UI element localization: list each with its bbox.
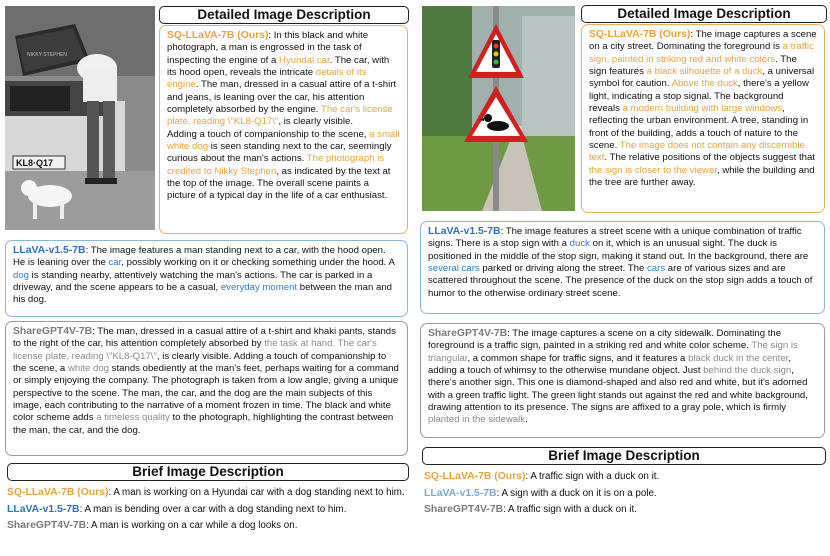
text-segment: on it, which is an unusual sight. The duck is positioned in the middle of the stop sign, making it stand out. In the background, there are (428, 238, 809, 262)
highlighted-phrase: The car's license plate, reading \"KL8-Q17\" (167, 104, 393, 128)
right-llava-box (420, 221, 825, 314)
model-label: LLaVA-v1.5-7B (7, 503, 80, 515)
response-text (589, 29, 817, 188)
model-label: ShareGPT4V-7B (7, 520, 87, 532)
highlighted-phrase: several cars (428, 263, 480, 275)
text-segment: : The image captures a scene on a city street. Dominating the foreground is (589, 29, 817, 53)
model-label: SQ-LLaVA-7B (Ours) (167, 30, 269, 41)
model-label: SQ-LLaVA-7B (Ours) (589, 29, 691, 40)
left-sq-llava-box (159, 25, 408, 234)
highlighted-phrase: white dog (67, 363, 110, 375)
text-segment: between the man and his dog. (13, 282, 393, 306)
highlighted-phrase: a timeless quality (96, 412, 170, 424)
brief-text: : A man is working on a Hyundai car with a dog standing next to him. (108, 487, 405, 498)
left-brief-list (7, 487, 407, 537)
highlighted-phrase: the task at hand. The car's license plate, reading \"KL8-Q17\" (13, 338, 377, 362)
highlighted-phrase: black duck in the center (688, 352, 789, 364)
text-segment: , possibly working on it or checking something under the hood. A (121, 257, 395, 269)
license-plate: KL8·Q17 (16, 158, 54, 168)
text-segment: . The sign features (589, 53, 797, 78)
text-segment: , a common shape for traffic signs, and it features a (467, 352, 689, 364)
model-label: SQ-LLaVA-7B (Ours) (424, 471, 526, 482)
left-sharegpt-box (5, 321, 408, 456)
model-label: ShareGPT4V-7B (428, 328, 508, 339)
highlighted-phrase: details of its engine (167, 67, 367, 91)
text-segment: : The image features a street scene with a unique combination of traffic signs. There is a stop sign with a (428, 226, 802, 250)
text-segment: . The car, with its hood open, reveals the intricate (167, 54, 390, 79)
response-text (167, 30, 400, 201)
highlighted-phrase: planted in the sidewalk (428, 414, 526, 426)
brief-text: : A traffic sign with a duck on it. (525, 471, 660, 482)
text-segment: Adding a touch of companionship to the scene, (167, 128, 370, 140)
response-text (428, 328, 808, 425)
text-segment: is seen standing next to the car, seemingly curious about the man's actions. (167, 141, 392, 165)
text-segment: , there's a yellow light, indicating a stop signal. The background reveals (589, 78, 809, 115)
text-segment: parked or driving along the street. The (479, 263, 647, 275)
highlighted-phrase: cars (647, 263, 666, 275)
brief-item (7, 504, 407, 517)
text-segment: , as indicated by the text at the top of the image. The overall scene paints a picture of a typical day in the life of a car enthusiast. (167, 165, 391, 202)
model-label: ShareGPT4V-7B (424, 504, 504, 516)
highlighted-phrase: dog (13, 269, 30, 281)
brief-text: : A man is working on a car while a dog looks on. (86, 520, 298, 532)
text-segment: stands obediently at the man's feet, perhaps waiting for a command or simply enjoying the company. The photograph is taken from a low angle, giving a unique perspective to the scene. The man, the car, and the dog are the main subjects of this image, each contributing to the narrative of a moment frozen in time. The black and white color scheme adds (13, 363, 399, 424)
highlighted-phrase: a black silhouette of a duck (646, 66, 763, 78)
highlighted-phrase: everyday moment (220, 282, 298, 294)
brief-text: : A traffic sign with a duck on it. (503, 504, 637, 516)
text-segment: , reflecting the urban environment. A tree, standing in front of the building, adds a touch of nature to the scene. (589, 103, 809, 152)
highlighted-phrase: behind the duck sign (703, 365, 792, 377)
right-brief-title: Brief Image Description (422, 447, 826, 465)
highlighted-phrase: duck (569, 238, 590, 250)
right-brief-list (424, 471, 824, 521)
highlighted-phrase: car (108, 257, 122, 269)
highlighted-phrase: Hyundai car (279, 54, 330, 66)
right-photo (422, 6, 575, 211)
brief-item (424, 488, 824, 501)
highlighted-phrase: The sign is triangular (428, 340, 798, 364)
brief-item (424, 504, 824, 517)
model-label: SQ-LLaVA-7B (Ours) (7, 487, 109, 498)
model-label: LLaVA-v1.5-7B (428, 226, 501, 237)
left-brief-title: Brief Image Description (7, 463, 409, 481)
text-segment: , there's another sign. This one is diamond-shaped and also red and white, but it's adorned with a green traffic light. The green light stands out against the red and white background, drawing attention to its presence. The signs are affixed to a gray pole, which is firmly (428, 365, 808, 414)
text-segment: to the photograph, highlighting the contrast between the man, the car, and the dog. (13, 412, 394, 436)
highlighted-phrase: a traffic sign, painted in striking red and white colors (589, 41, 814, 65)
text-segment: , is clearly visible. (278, 116, 353, 128)
highlighted-phrase: the sign is closer to the viewer (589, 164, 717, 176)
brief-item (424, 471, 824, 484)
text-segment: , a universal symbol for caution. (589, 66, 815, 90)
highlighted-phrase: a small white dog (167, 128, 400, 153)
highlighted-phrase: The image does not contain any discernible text (589, 140, 805, 164)
text-segment: , adding a touch of whimsy to the otherwise mundane object. Just (428, 352, 791, 377)
text-segment: : In this black and white photograph, a man is engrossed in the task of inspecting the engine of a (167, 30, 369, 66)
highlighted-phrase: a modern building with large windows (622, 103, 783, 115)
car-label: NIKKY STEPHEN (27, 52, 67, 58)
model-label: LLaVA-v1.5-7B (13, 245, 86, 256)
text-segment: , is clearly visible. Adding a touch of companionship to the scene, a (13, 350, 387, 375)
text-segment: : The man, dressed in a casual attire of a t-shirt and khaki pants, stands to the right of the car, his attention completely absorbed by (13, 326, 396, 350)
brief-text: : A sign with a duck on it is on a pole. (496, 487, 657, 499)
highlighted-phrase: The photograph is credited to Nikky Stephen (167, 153, 385, 177)
model-label: LLaVA-v1.5-7B (424, 487, 497, 499)
text-segment: is standing nearby, attentively watching the man's actions. The car is parked in a driveway, and the scene appears to be a casual, (13, 269, 373, 294)
left-llava-box (5, 240, 408, 317)
text-segment: : The image captures a scene on a city sidewalk. Dominating the foreground is a traffic sign, painted in a striking red and white color scheme. (428, 328, 782, 352)
model-label: ShareGPT4V-7B (13, 326, 93, 337)
brief-item (7, 487, 407, 500)
highlighted-phrase: Above the duck (671, 78, 738, 90)
left-photo (5, 6, 155, 230)
brief-text: : A man is bending over a car with a dog standing next to him. (79, 503, 347, 515)
text-segment: , while the building and the tree are further away. (589, 164, 815, 189)
text-segment: are of various sizes and are scattered throughout the scene. The presence of the duck on the stop sign adds a touch of humor to the otherwise ordinary street scene. (428, 263, 813, 299)
text-segment: . The relative positions of the objects suggest that (604, 152, 815, 164)
right-detailed-title: Detailed Image Description (581, 5, 827, 23)
text-segment: . (525, 414, 528, 426)
right-sharegpt-box (420, 323, 825, 438)
response-text (13, 326, 399, 436)
left-detailed-title: Detailed Image Description (159, 6, 409, 24)
text-segment: . The man, dressed in a casual attire of a t-shirt and jeans, is leaning over the car, his attention completely absorbed by the engine. (167, 79, 397, 116)
text-segment: : The image features a man standing next to a car, with the hood open. He is leaning over the (13, 245, 386, 269)
right-sq-llava-box (581, 24, 825, 213)
brief-item (7, 520, 407, 533)
